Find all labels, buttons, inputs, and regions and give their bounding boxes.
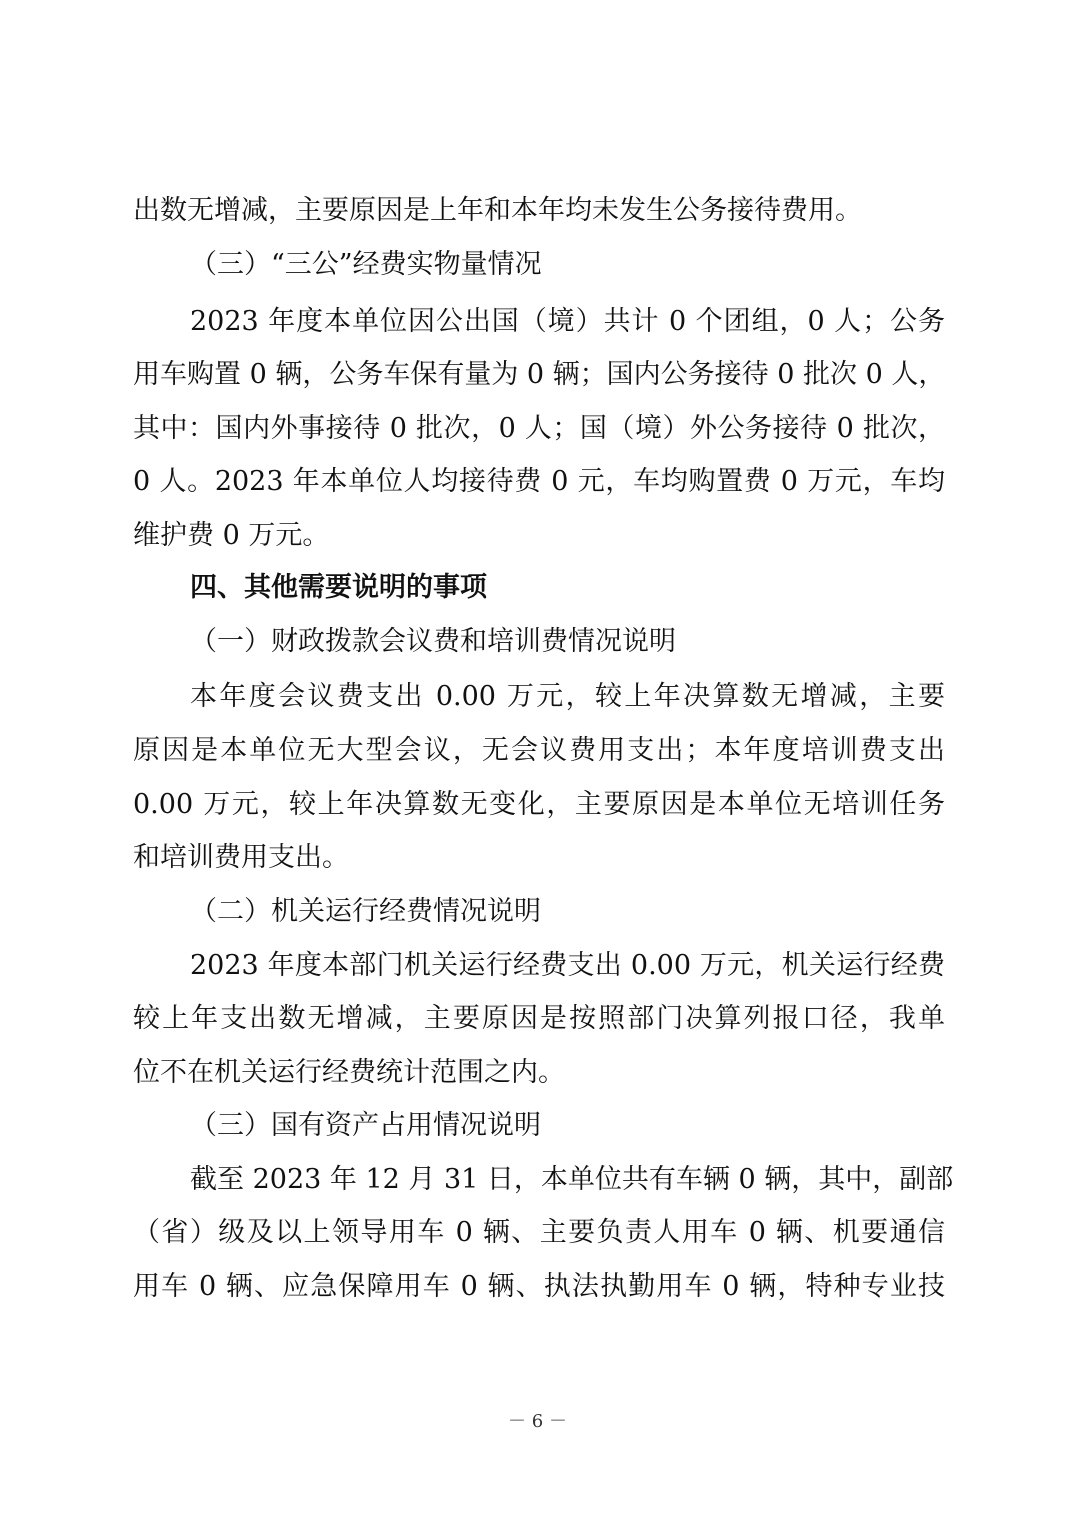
paragraph-line: 位不在机关运行经费统计范围之内。 [133, 1057, 565, 1088]
paragraph-line: 和培训费用支出。 [133, 842, 349, 873]
page-number: － 6 － [508, 1411, 567, 1432]
paragraph-line: （省）级及以上领导用车 0 辆、主要负责人用车 0 辆、机要通信 [133, 1217, 945, 1248]
paragraph-line: 维护费 0 万元。 [133, 520, 330, 551]
paragraph-line: 截至 2023 年 12 月 31 日，本单位共有车辆 0 辆，其中，副部 [190, 1164, 954, 1195]
chapter-heading: 四、其他需要说明的事项 [190, 572, 487, 603]
paragraph-line: 用车购置 0 辆，公务车保有量为 0 辆；国内公务接待 0 批次 0 人， [133, 359, 946, 390]
section-heading: （二）机关运行经费情况说明 [190, 896, 541, 927]
paragraph-line: 2023 年度本部门机关运行经费支出 0.00 万元，机关运行经费 [190, 950, 945, 981]
paragraph-line: 0 人。2023 年本单位人均接待费 0 元，车均购置费 0 万元，车均 [133, 466, 945, 497]
paragraph-line: 较上年支出数无增减，主要原因是按照部门决算列报口径，我单 [133, 1003, 945, 1034]
paragraph-line: 0.00 万元，较上年决算数无变化，主要原因是本单位无培训任务 [133, 789, 945, 820]
paragraph-line: 本年度会议费支出 0.00 万元，较上年决算数无增减，主要 [190, 681, 945, 712]
section-heading: （一）财政拨款会议费和培训费情况说明 [190, 626, 676, 657]
paragraph-line: 用车 0 辆、应急保障用车 0 辆、执法执勤用车 0 辆，特种专业技 [133, 1271, 945, 1302]
paragraph-line: 出数无增减，主要原因是上年和本年均未发生公务接待费用。 [133, 195, 862, 226]
section-heading: （三）“三公”经费实物量情况 [190, 249, 542, 280]
paragraph-line: 其中：国内外事接待 0 批次，0 人；国（境）外公务接待 0 批次， [133, 413, 945, 444]
paragraph-line: 2023 年度本单位因公出国（境）共计 0 个团组，0 人；公务 [190, 306, 945, 337]
paragraph-line: 原因是本单位无大型会议，无会议费用支出；本年度培训费支出 [133, 735, 945, 766]
section-heading: （三）国有资产占用情况说明 [190, 1110, 541, 1141]
